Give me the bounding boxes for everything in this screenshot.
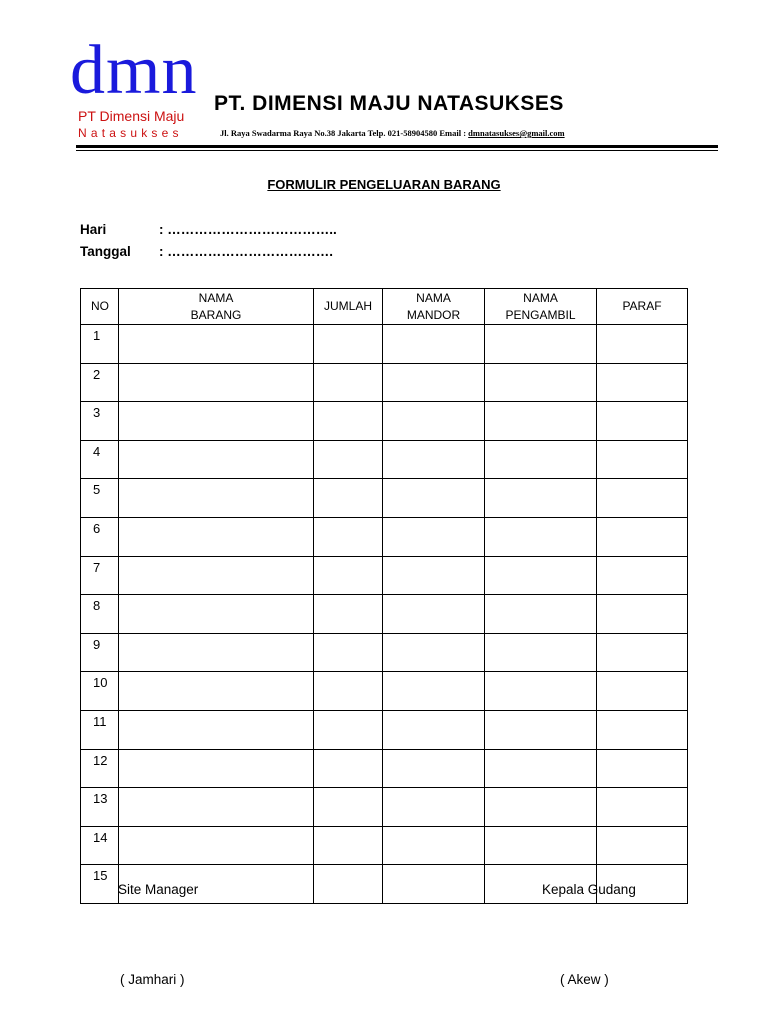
company-logo: dmn [70,32,198,109]
jumlah-cell[interactable] [314,710,383,749]
nama-mandor-cell[interactable] [383,440,485,479]
table-row [81,440,688,479]
nama-barang-cell[interactable] [119,710,314,749]
nama-mandor-cell[interactable] [383,325,485,364]
company-email: dmnatasukses@gmail.com [468,128,565,138]
paraf-cell[interactable] [597,556,688,595]
hari-label: Hari [80,222,107,237]
nama-mandor-cell[interactable] [383,710,485,749]
header-nama-mandor-line1: NAMA [416,290,451,305]
header-paraf: PARAF [597,289,688,325]
jumlah-cell[interactable] [314,865,383,904]
nama-mandor-cell[interactable] [383,788,485,827]
nama-barang-cell[interactable] [119,749,314,788]
table-row [81,479,688,518]
logo-subtitle-2: Natasukses [78,126,183,140]
paraf-cell[interactable] [597,788,688,827]
nama-barang-cell[interactable] [119,672,314,711]
table-row [81,595,688,634]
paraf-cell[interactable] [597,672,688,711]
jumlah-cell[interactable] [314,325,383,364]
signature-right-name: ( Akew ) [560,972,609,987]
jumlah-cell[interactable] [314,440,383,479]
header-nama-pengambil-line1: NAMA [523,290,558,305]
jumlah-cell[interactable] [314,363,383,402]
nama-pengambil-cell[interactable] [485,363,597,402]
paraf-cell[interactable] [597,749,688,788]
signature-left-title: Site Manager [118,882,199,897]
nama-pengambil-cell[interactable] [485,325,597,364]
header-jumlah: JUMLAH [314,289,383,325]
hari-field: : ……………………………….. [159,222,337,237]
table-header-row [81,289,688,325]
nama-pengambil-cell[interactable] [485,826,597,865]
jumlah-cell[interactable] [314,595,383,634]
jumlah-cell[interactable] [314,556,383,595]
no-cell: 6 [81,517,119,556]
jumlah-cell[interactable] [314,826,383,865]
no-cell: 15 [81,865,119,904]
paraf-cell[interactable] [597,325,688,364]
table-row [81,363,688,402]
nama-mandor-cell[interactable] [383,865,485,904]
signature-right-title: Kepala Gudang [542,882,636,897]
nama-barang-cell[interactable] [119,633,314,672]
header-nama-mandor-line2: MANDOR [406,307,461,322]
nama-barang-cell[interactable] [119,517,314,556]
header-nama-barang-line1: NAMA [198,290,234,305]
jumlah-cell[interactable] [314,402,383,441]
no-cell: 1 [81,325,119,364]
nama-pengambil-cell[interactable] [485,633,597,672]
jumlah-cell[interactable] [314,479,383,518]
nama-pengambil-cell[interactable] [485,595,597,634]
paraf-cell[interactable] [597,710,688,749]
table-row [81,556,688,595]
table-row [81,749,688,788]
nama-mandor-cell[interactable] [383,363,485,402]
nama-mandor-cell[interactable] [383,595,485,634]
nama-pengambil-cell[interactable] [485,672,597,711]
paraf-cell[interactable] [597,363,688,402]
company-name: PT. DIMENSI MAJU NATASUKSES [214,92,564,115]
nama-barang-cell[interactable] [119,826,314,865]
nama-pengambil-cell[interactable] [485,788,597,827]
company-address [220,128,565,138]
jumlah-cell[interactable] [314,672,383,711]
paraf-cell[interactable] [597,633,688,672]
no-cell: 8 [81,595,119,634]
paraf-cell[interactable] [597,517,688,556]
no-cell: 5 [81,479,119,518]
form-title: FORMULIR PENGELUARAN BARANG [267,177,501,192]
logo-subtitle: PT Dimensi Maju [78,108,185,124]
items-table [80,288,688,904]
nama-mandor-cell[interactable] [383,672,485,711]
address-text: Jl. Raya Swadarma Raya No.38 Jakarta Telp. 021-58904580 Email : [220,128,469,138]
no-cell: 9 [81,633,119,672]
nama-barang-cell[interactable] [119,479,314,518]
nama-barang-cell[interactable] [119,788,314,827]
paraf-cell[interactable] [597,479,688,518]
tanggal-field: : ………………………………. [159,244,333,259]
jumlah-cell[interactable] [314,517,383,556]
paraf-cell[interactable] [597,595,688,634]
jumlah-cell[interactable] [314,749,383,788]
table-row [81,517,688,556]
no-cell: 11 [81,710,119,749]
nama-barang-cell[interactable] [119,363,314,402]
nama-mandor-cell[interactable] [383,826,485,865]
nama-pengambil-cell[interactable] [485,440,597,479]
paraf-cell[interactable] [597,440,688,479]
paraf-cell[interactable] [597,826,688,865]
table-row [81,325,688,364]
nama-barang-cell[interactable] [119,325,314,364]
header-rule-thin [76,150,718,151]
nama-mandor-cell[interactable] [383,633,485,672]
no-cell: 10 [81,672,119,711]
no-cell: 4 [81,440,119,479]
header-nama-pengambil-line2: PENGAMBIL [505,307,576,322]
nama-pengambil-cell[interactable] [485,749,597,788]
nama-barang-cell[interactable] [119,556,314,595]
nama-pengambil-cell[interactable] [485,556,597,595]
no-cell: 13 [81,788,119,827]
jumlah-cell[interactable] [314,633,383,672]
header-rule-thick [76,145,718,148]
table-row [81,402,688,441]
nama-pengambil-cell[interactable] [485,517,597,556]
nama-mandor-cell[interactable] [383,517,485,556]
no-cell: 12 [81,749,119,788]
nama-barang-cell[interactable] [119,440,314,479]
header-nama-barang-line2: BARANG [190,307,242,322]
nama-mandor-cell[interactable] [383,556,485,595]
header-nama-mandor [383,289,485,325]
signature-left-name: ( Jamhari ) [120,972,185,987]
nama-pengambil-cell[interactable] [485,479,597,518]
table-row [81,710,688,749]
jumlah-cell[interactable] [314,788,383,827]
table-row [81,633,688,672]
header-nama-pengambil [485,289,597,325]
nama-pengambil-cell[interactable] [485,402,597,441]
table-row [81,672,688,711]
nama-mandor-cell[interactable] [383,479,485,518]
nama-mandor-cell[interactable] [383,402,485,441]
paraf-cell[interactable] [597,402,688,441]
no-cell: 14 [81,826,119,865]
table-row [81,788,688,827]
nama-mandor-cell[interactable] [383,749,485,788]
header-nama-barang [119,289,314,325]
nama-barang-cell[interactable] [119,402,314,441]
table-row [81,826,688,865]
no-cell: 7 [81,556,119,595]
no-cell: 2 [81,363,119,402]
header-no: NO [81,289,119,325]
nama-pengambil-cell[interactable] [485,710,597,749]
tanggal-label: Tanggal [80,244,131,259]
no-cell: 3 [81,402,119,441]
nama-barang-cell[interactable] [119,595,314,634]
